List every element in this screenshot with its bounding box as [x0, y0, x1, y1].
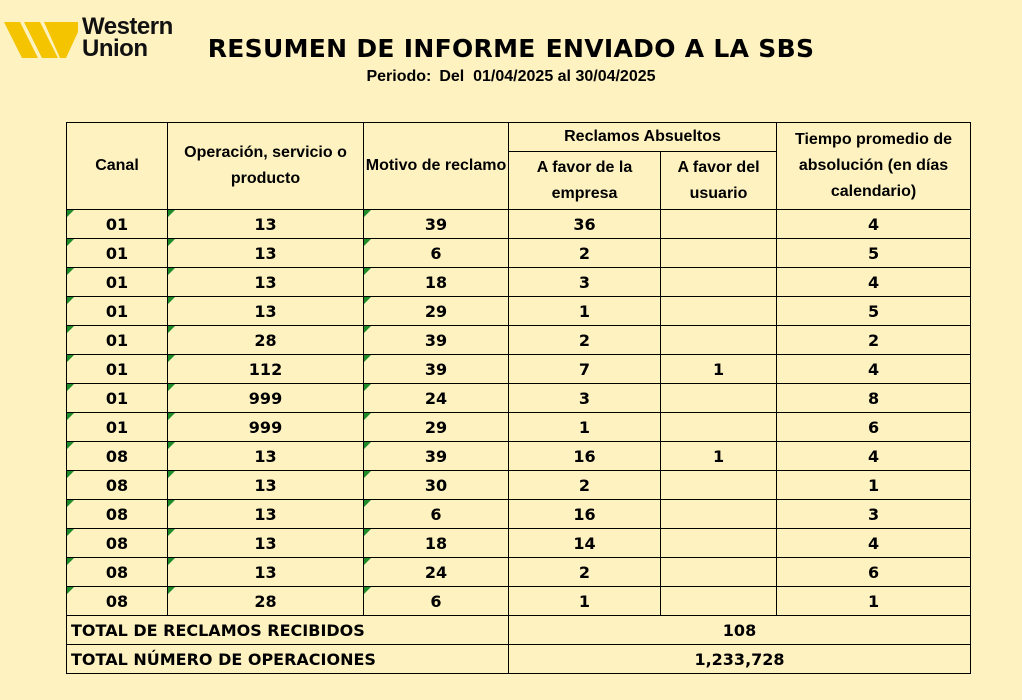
cell-motivo: 6 — [364, 500, 509, 529]
cell-operacion: 999 — [168, 384, 364, 413]
total-recibidos-label: TOTAL DE RECLAMOS RECIBIDOS — [67, 616, 509, 645]
cell-canal: 01 — [67, 210, 168, 239]
cell-tiempo: 4 — [777, 210, 971, 239]
cell-operacion: 13 — [168, 500, 364, 529]
cell-canal: 01 — [67, 239, 168, 268]
cell-empresa: 7 — [509, 355, 661, 384]
cell-empresa: 3 — [509, 384, 661, 413]
total-operaciones-label: TOTAL NÚMERO DE OPERACIONES — [67, 645, 509, 674]
cell-operacion: 13 — [168, 471, 364, 500]
table-row — [67, 355, 971, 384]
report-period — [0, 68, 1022, 86]
cell-empresa: 1 — [509, 297, 661, 326]
header-favor-empresa: A favor de la empresa — [509, 152, 661, 210]
cell-operacion: 13 — [168, 239, 364, 268]
cell-motivo: 39 — [364, 355, 509, 384]
cell-usuario: 1 — [661, 355, 777, 384]
cell-tiempo: 6 — [777, 413, 971, 442]
cell-canal: 08 — [67, 442, 168, 471]
brand-line-2: Union — [82, 35, 148, 62]
table-row — [67, 239, 971, 268]
cell-canal: 08 — [67, 587, 168, 616]
cell-empresa: 16 — [509, 500, 661, 529]
cell-motivo: 30 — [364, 471, 509, 500]
cell-usuario — [661, 268, 777, 297]
claims-table — [66, 122, 971, 674]
cell-motivo: 24 — [364, 558, 509, 587]
page-title — [0, 34, 1022, 63]
cell-tiempo: 4 — [777, 355, 971, 384]
cell-motivo: 29 — [364, 297, 509, 326]
header-canal: Canal — [67, 123, 168, 210]
cell-canal: 08 — [67, 471, 168, 500]
cell-usuario — [661, 413, 777, 442]
cell-tiempo: 3 — [777, 500, 971, 529]
cell-usuario — [661, 558, 777, 587]
cell-tiempo: 6 — [777, 558, 971, 587]
total-recibidos-value: 108 — [509, 616, 971, 645]
cell-canal: 01 — [67, 326, 168, 355]
cell-empresa: 2 — [509, 558, 661, 587]
cell-usuario — [661, 239, 777, 268]
period-value: Del 01/04/2025 al 30/04/2025 — [439, 68, 656, 85]
cell-empresa: 36 — [509, 210, 661, 239]
cell-tiempo: 1 — [777, 587, 971, 616]
cell-usuario — [661, 326, 777, 355]
cell-motivo: 29 — [364, 413, 509, 442]
cell-usuario — [661, 587, 777, 616]
cell-empresa: 14 — [509, 529, 661, 558]
cell-motivo: 39 — [364, 210, 509, 239]
period-label: Periodo: — [366, 68, 432, 85]
cell-empresa: 2 — [509, 471, 661, 500]
title-part-1: RESUMEN DE INFORME — [207, 34, 536, 63]
table-row — [67, 558, 971, 587]
cell-usuario — [661, 297, 777, 326]
cell-operacion: 13 — [168, 558, 364, 587]
table-row — [67, 268, 971, 297]
cell-operacion: 28 — [168, 587, 364, 616]
table-body — [67, 210, 971, 616]
title-part-2: ENVIADO A LA SBS — [545, 34, 815, 63]
cell-empresa: 2 — [509, 326, 661, 355]
total-operaciones-value: 1,233,728 — [509, 645, 971, 674]
cell-motivo: 39 — [364, 326, 509, 355]
cell-empresa: 16 — [509, 442, 661, 471]
cell-canal: 01 — [67, 268, 168, 297]
cell-tiempo: 5 — [777, 297, 971, 326]
header-tiempo-promedio: Tiempo promedio de absolución (en días calendario) — [777, 123, 971, 210]
header-motivo: Motivo de reclamo — [364, 123, 509, 210]
cell-motivo: 24 — [364, 384, 509, 413]
table-row — [67, 471, 971, 500]
cell-operacion: 13 — [168, 210, 364, 239]
header-operacion: Operación, servicio o producto — [168, 123, 364, 210]
cell-motivo: 39 — [364, 442, 509, 471]
cell-motivo: 6 — [364, 239, 509, 268]
cell-usuario: 1 — [661, 442, 777, 471]
cell-canal: 08 — [67, 529, 168, 558]
cell-motivo: 6 — [364, 587, 509, 616]
brand-line-1: Western — [82, 13, 173, 40]
cell-operacion: 13 — [168, 529, 364, 558]
table-row — [67, 500, 971, 529]
cell-operacion: 13 — [168, 297, 364, 326]
cell-usuario — [661, 529, 777, 558]
cell-tiempo: 4 — [777, 268, 971, 297]
table-row — [67, 587, 971, 616]
cell-operacion: 999 — [168, 413, 364, 442]
cell-canal: 01 — [67, 384, 168, 413]
cell-empresa: 1 — [509, 587, 661, 616]
header-favor-usuario: A favor del usuario — [661, 152, 777, 210]
table-row — [67, 529, 971, 558]
cell-operacion: 13 — [168, 268, 364, 297]
cell-empresa: 2 — [509, 239, 661, 268]
table-row — [67, 442, 971, 471]
cell-usuario — [661, 471, 777, 500]
cell-tiempo: 4 — [777, 529, 971, 558]
table-row — [67, 297, 971, 326]
cell-usuario — [661, 210, 777, 239]
cell-tiempo: 1 — [777, 471, 971, 500]
table-row — [67, 384, 971, 413]
cell-canal: 08 — [67, 558, 168, 587]
cell-empresa: 1 — [509, 413, 661, 442]
cell-usuario — [661, 500, 777, 529]
cell-tiempo: 4 — [777, 442, 971, 471]
cell-empresa: 3 — [509, 268, 661, 297]
cell-operacion: 13 — [168, 442, 364, 471]
table-row — [67, 326, 971, 355]
table-row — [67, 210, 971, 239]
cell-canal: 08 — [67, 500, 168, 529]
cell-tiempo: 8 — [777, 384, 971, 413]
cell-operacion: 112 — [168, 355, 364, 384]
cell-canal: 01 — [67, 297, 168, 326]
cell-motivo: 18 — [364, 268, 509, 297]
cell-tiempo: 2 — [777, 326, 971, 355]
cell-operacion: 28 — [168, 326, 364, 355]
cell-canal: 01 — [67, 355, 168, 384]
header-reclamos-absueltos: Reclamos Absueltos — [509, 123, 777, 152]
table-row — [67, 413, 971, 442]
cell-usuario — [661, 384, 777, 413]
cell-motivo: 18 — [364, 529, 509, 558]
cell-canal: 01 — [67, 413, 168, 442]
cell-tiempo: 5 — [777, 239, 971, 268]
